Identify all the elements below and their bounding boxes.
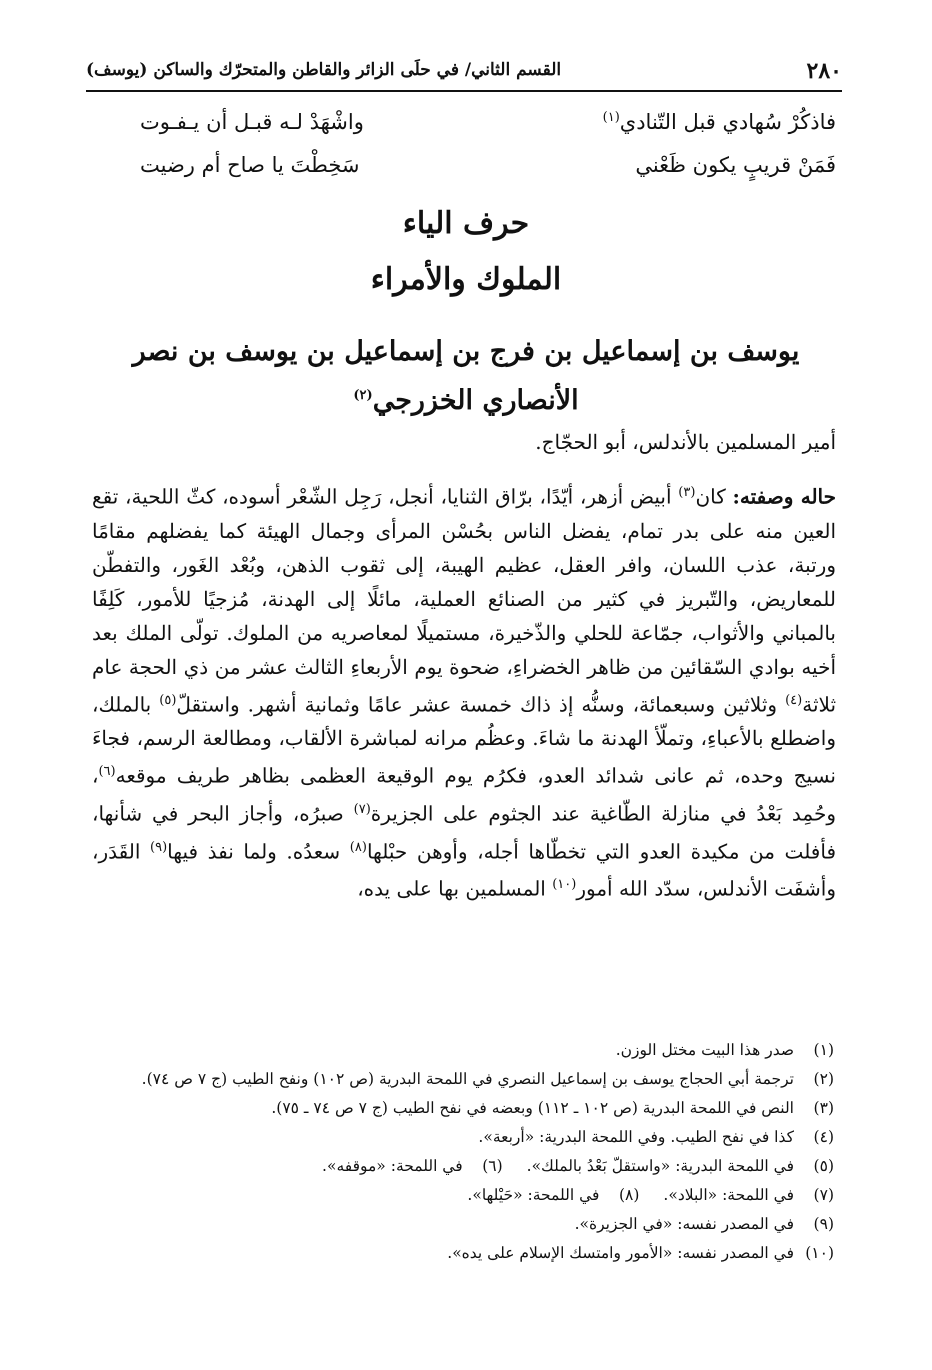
body-paragraph: حاله وصفته: كان$^{(٣)}$ أبيض أزهر، أيّدًا، برّاق الثنايا، أنجل، رَجِل الشّعْر أسوده، كثّ اللحية، تقع العين منه على بدر تمام، يفضل الناس بحُسْن المرأى وجمال الهيئة كما يفضلهم مقامًا ورتبة، عذب اللسان، وافر العقل، عظيم الهيبة، إلى ثقوب الذهن، وبُعْد الغَور، والتفطّن للمعاريض، والتّبريز في كثير من الصنائع العملية، مائلًا إلى الهدنة، مُزجيًا للأمور، كَلِفًا بالمباني والأثواب، جمّاعة للحلي والذّخيرة، مستميلًا لمعاصريه من الملوك. تولّى الملك بعد أخيه بوادي السّقائين من ظاهر الخضراءِ، ضحوة يوم الأربعاءِ الثالث عشر من ذي الحجة عام ثلاثة$^{(٤)}$ وثلاثين وسبعمائة، وسنُّه إذ ذاك خمسة عشر عامًا وثمانية أشهر. واستقلّ$^{(٥)}$ بالملك، واضطلع بالأعباءِ، وتملّأ الهدنة ما شاءَ. وعظُم مرانه لمباشرة الألقاب، ومطالعة الرسم، فجاءَ نسيج وحده، ثم عانى شدائد العدو، فكرُم يوم الوقيعة العظمى بظاهر طريف موقعه$^{(٦)}$، وحُمِد بَعْدُ في منازلة الطّاغية عند الجثوم على الجزيرة$^{(٧)}$ صبرُه، وأجاز البحر في شأنها، فأفلت من مكيدة العدو التي تخطّاها أجله، وأوهن حبْلها$^{(٨)}$ سعدُه. ولما نفذ فيها$^{(٩)}$ القَدَر، وأشفَت الأندلس، سدّد الله أمور$^{(١٠)}$ المسلمين بها على يده، bbox=[92, 484, 837, 901]
footnote-item: (٩) في المصدر نفسه: «في الجزيرة». bbox=[574, 1215, 834, 1233]
footnote-ref-7: (٧) bbox=[353, 801, 371, 817]
biography-title bbox=[120, 330, 812, 423]
footnote-item: (٣) النص في اللمحة البدرية (ص ١٠٢ ـ ١١٢) وبعضه في نفح الطيب (ج ٧ ص ٧٤ ـ ٧٥). bbox=[271, 1099, 834, 1117]
footnote-item: (٢) ترجمة أبي الحجاج يوسف بن إسماعيل النصري في اللمحة البدرية (ص ١٠٢) ونفح الطيب (ج ٧ ص ٧٤). bbox=[141, 1070, 834, 1088]
footnote-item: (٤) كذا في نفح الطيب. وفي اللمحة البدرية: «أربعة». bbox=[478, 1128, 834, 1146]
footnote-ref-6: (٦) bbox=[98, 764, 116, 780]
running-header bbox=[86, 56, 842, 92]
page-number: ٢٨٠ bbox=[806, 58, 842, 84]
footnote-item: (٥) في اللمحة البدرية: «واستقلّ بَعْدُ بالملك». bbox=[526, 1157, 834, 1175]
biography-title-line-1: يوسف بن إسماعيل بن فرج بن إسماعيل بن يوسف بن نصر bbox=[132, 336, 800, 367]
section-title: حرف الياء bbox=[402, 206, 530, 241]
footnote-ref-4: (٤) bbox=[785, 692, 803, 708]
footnote-item: (١) صدر هذا البيت مختل الوزن. bbox=[615, 1041, 834, 1059]
verse-1-second-hemistich: واشْهَدْ لـه قبـل أن يـفـوت bbox=[140, 110, 364, 134]
header-title: القسم الثاني/ في حلَى الزائر والقاطن والمتحرّك والساكن (يوسف) bbox=[86, 60, 562, 80]
footnote-ref-1: (١) bbox=[602, 110, 620, 125]
paragraph-lead: حاله وصفته: bbox=[732, 484, 836, 509]
footnote-ref-5: (٥) bbox=[159, 692, 177, 708]
amir-line: أمير المسلمين بالأندلس، أبو الحجّاج. bbox=[535, 430, 836, 454]
subsection-title: الملوك والأمراء bbox=[370, 262, 562, 297]
verse-2-first-hemistich: فَمَنْ قريبٍ يكون ظَعْني bbox=[635, 153, 836, 177]
footnote-item: (١٠) في المصدر نفسه: «الأمور وامتسك الإسلام على يده». bbox=[447, 1244, 834, 1262]
footnote-ref-10: (١٠) bbox=[552, 877, 577, 893]
footnote-item: (٧) في اللمحة: «البلاد». bbox=[663, 1186, 834, 1204]
footnote-ref-8: (٨) bbox=[349, 839, 367, 855]
footnote-row bbox=[88, 1181, 834, 1210]
footnote-ref-2: (٢) bbox=[353, 388, 373, 403]
footnote-item: (٦) في اللمحة: «موقفه». bbox=[322, 1157, 503, 1175]
biography-title-line-2: الأنصاري الخزرجي$^{(٢)}$ bbox=[353, 385, 579, 416]
footnotes bbox=[88, 1036, 834, 1268]
footnote-row bbox=[88, 1152, 834, 1181]
footnote-item: (٨) في اللمحة: «حَيْلها». bbox=[467, 1186, 640, 1204]
footnote-ref-9: (٩) bbox=[150, 839, 168, 855]
verse-2-second-hemistich: سَخِطْتَ يا صاح أم رضيت bbox=[140, 153, 360, 177]
footnote-ref-3: (٣) bbox=[678, 485, 696, 500]
verse-1-first-hemistich: فاذكُرْ سُهادي قبل التّنادي$^{(١)}$ bbox=[602, 110, 836, 134]
